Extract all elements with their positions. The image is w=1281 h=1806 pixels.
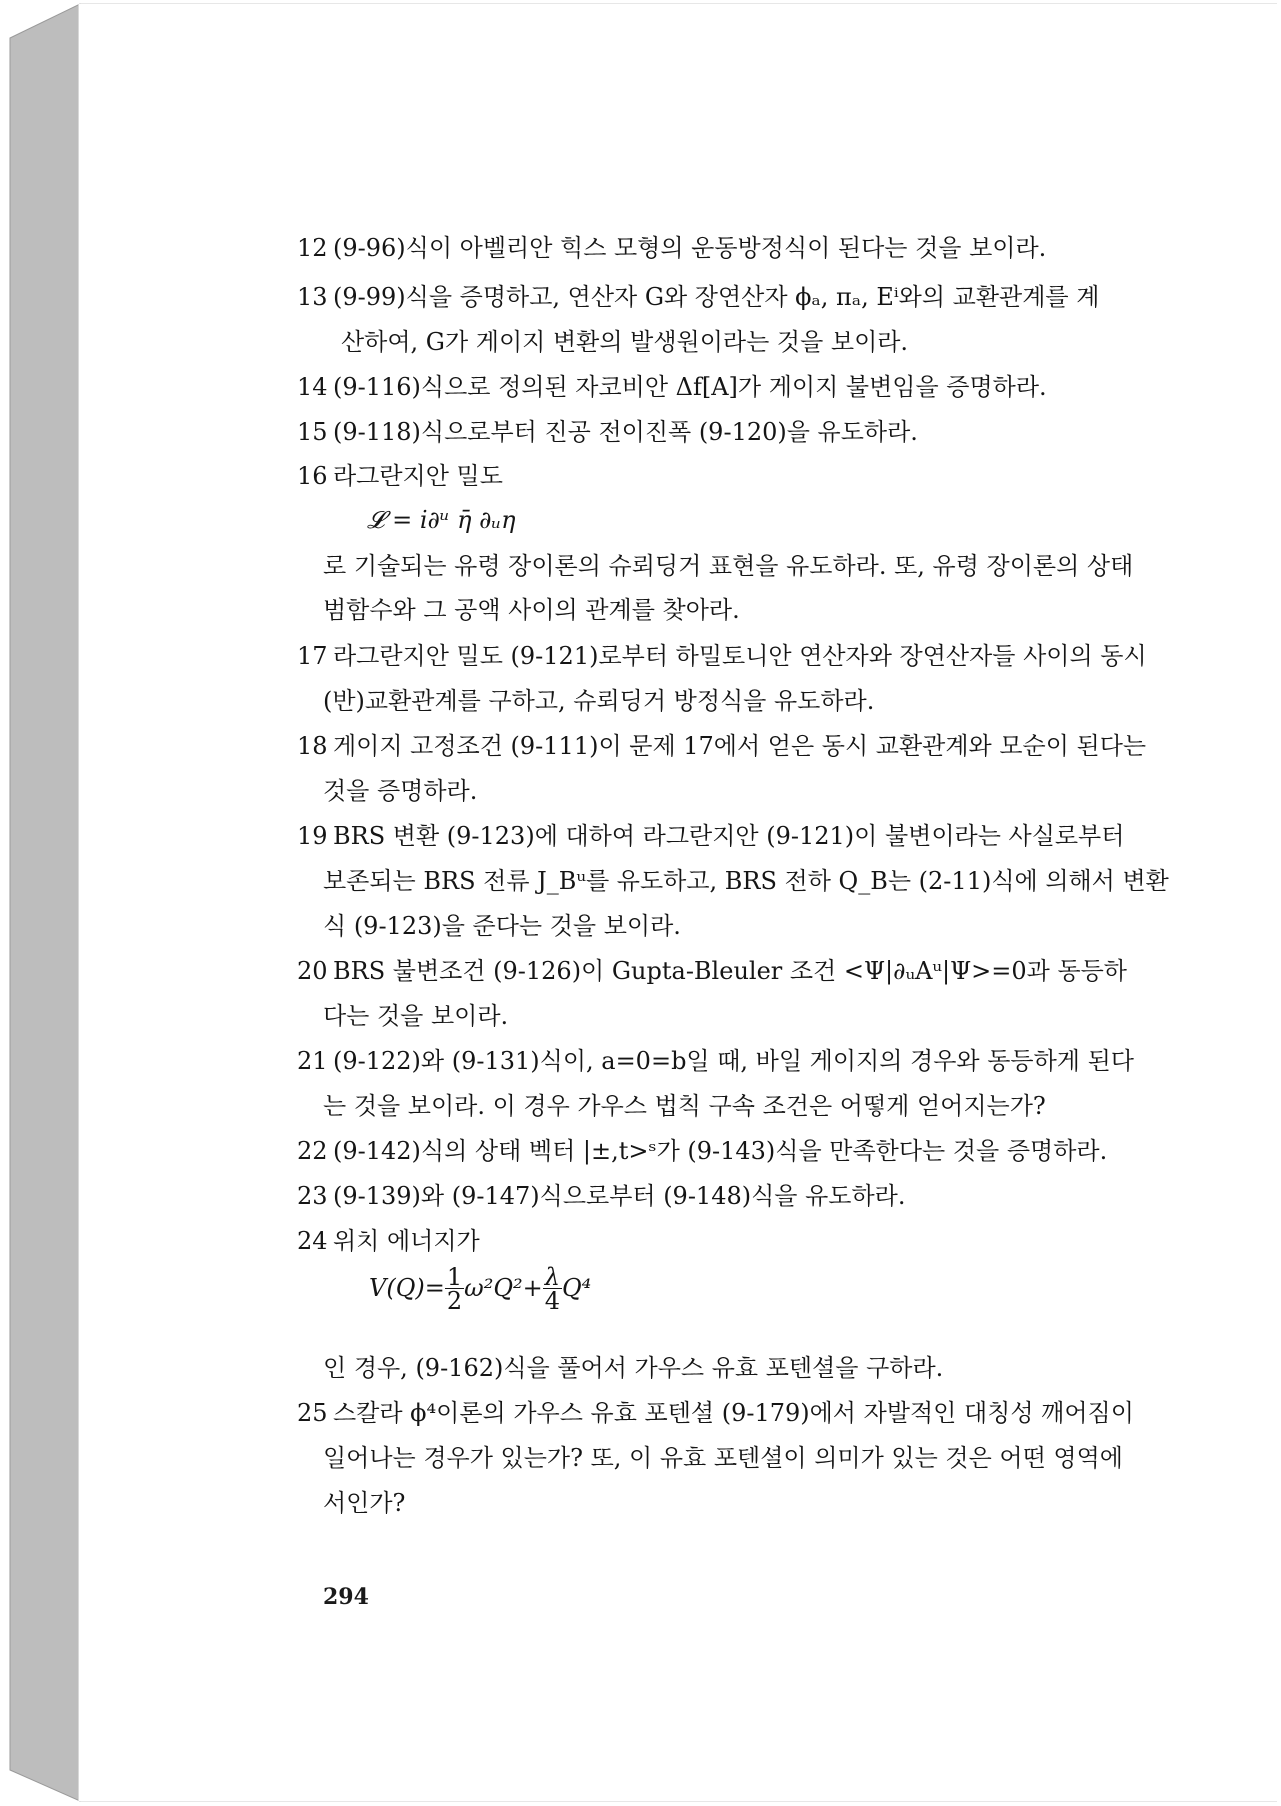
problem-text: (9-122)와 (9-131)식이, a=0=b일 때, 바일 게이지의 경우와 동등하게 된다: [333, 1047, 1134, 1075]
book-page: [78, 4, 1278, 1801]
problem-24: [297, 1229, 1227, 1253]
fraction-denominator: 4: [544, 1287, 560, 1315]
problem-text: (9-96)식이 아벨리안 힉스 모형의 운동방정식이 된다는 것을 보이라.: [333, 234, 1047, 262]
problem-number: 17: [297, 642, 328, 670]
problem-text: (9-116)식으로 정의된 자코비안 Δf[A]가 게이지 불변임을 증명하라.: [333, 373, 1047, 401]
problem-text: 위치 에너지가: [333, 1227, 480, 1255]
problem-text: (9-139)와 (9-147)식으로부터 (9-148)식을 유도하라.: [333, 1182, 906, 1210]
problem-number: 22: [297, 1137, 328, 1165]
problem-number: 14: [297, 373, 328, 401]
problem-15: [297, 420, 1227, 444]
problem-13-cont: 산하여, G가 게이지 변환의 발생원이라는 것을 보이라.: [341, 328, 909, 356]
problem-20: [297, 959, 1227, 983]
problem-number: 25: [297, 1399, 328, 1427]
fraction-half: [445, 1263, 464, 1315]
problem-text: 라그란지안 밀도: [333, 462, 503, 490]
problem-20-cont: 다는 것을 보이라.: [323, 1002, 509, 1030]
eq-end: Q⁴: [561, 1274, 592, 1302]
problem-22: [297, 1139, 1227, 1163]
problem-number: 19: [297, 822, 328, 850]
fraction-numerator: 1: [446, 1263, 463, 1291]
problem-16-cont-2: 범함수와 그 공액 사이의 관계를 찾아라.: [323, 596, 740, 624]
problem-text: (9-99)식을 증명하고, 연산자 G와 장연산자 ϕₐ, πₐ, Eⁱ와의 교환관계를 계: [333, 283, 1100, 311]
problem-text: (9-142)식의 상태 벡터 |±,t>ˢ가 (9-143)식을 만족한다는 것을 증명하라.: [333, 1137, 1108, 1165]
fraction-numerator: λ: [544, 1263, 560, 1291]
problem-text: BRS 불변조건 (9-126)이 Gupta-Bleuler 조건 <Ψ|∂ᵤAᵘ|Ψ>=0과 동등하: [333, 957, 1127, 985]
problem-25-cont-1: 일어나는 경우가 있는가? 또, 이 유효 포텐셜이 의미가 있는 것은 어떤 영역에: [323, 1444, 1123, 1472]
problem-number: 24: [297, 1227, 328, 1255]
fraction-lambda: [543, 1263, 562, 1315]
problem-23: [297, 1184, 1227, 1208]
problem-19: [297, 824, 1227, 848]
problem-number: 12: [297, 234, 328, 262]
problem-18: [297, 734, 1227, 758]
problem-16-cont-1: 로 기술되는 유령 장이론의 슈뢰딩거 표현을 유도하라. 또, 유령 장이론의 상태: [323, 552, 1134, 580]
problem-number: 23: [297, 1182, 328, 1210]
page-number: 294: [323, 1584, 369, 1610]
problem-25-cont-2: 서인가?: [323, 1489, 406, 1517]
eq-lhs: V(Q)=: [369, 1274, 445, 1302]
problem-text: 라그란지안 밀도 (9-121)로부터 하밀토니안 연산자와 장연산자들 사이의 동시: [333, 642, 1147, 670]
problem-21-cont: 는 것을 보이라. 이 경우 가우스 법칙 구속 조건은 어떻게 얻어지는가?: [323, 1092, 1046, 1120]
problem-text: 게이지 고정조건 (9-111)이 문제 17에서 얻은 동시 교환관계와 모순이 된다는: [333, 732, 1147, 760]
problem-number: 16: [297, 462, 328, 490]
problem-17-cont: (반)교환관계를 구하고, 슈뢰딩거 방정식을 유도하라.: [323, 687, 875, 715]
problem-text: 스칼라 ϕ⁴이론의 가우스 유효 포텐셜 (9-179)에서 자발적인 대칭성 깨어짐이: [333, 1399, 1134, 1427]
fraction-denominator: 2: [446, 1287, 463, 1315]
problem-number: 13: [297, 283, 328, 311]
eq-mid: ω²Q²+: [464, 1274, 543, 1302]
problem-13: [297, 285, 1227, 309]
problem-25: [297, 1401, 1227, 1425]
problem-21: [297, 1049, 1227, 1073]
problem-number: 20: [297, 957, 328, 985]
equation-potential: [369, 1263, 592, 1315]
problem-text: BRS 변환 (9-123)에 대하여 라그란지안 (9-121)이 불변이라는 사실로부터: [333, 822, 1125, 850]
page-content: [79, 4, 1278, 1801]
problem-17: [297, 644, 1227, 668]
problem-18-cont: 것을 증명하라.: [323, 777, 478, 805]
problem-number: 21: [297, 1047, 328, 1075]
problem-14: [297, 375, 1227, 399]
problem-number: 15: [297, 418, 328, 446]
problem-text: (9-118)식으로부터 진공 전이진폭 (9-120)을 유도하라.: [333, 418, 918, 446]
problem-number: 18: [297, 732, 328, 760]
problem-12: [297, 236, 1227, 260]
problem-19-cont-2: 식 (9-123)을 준다는 것을 보이라.: [323, 912, 681, 940]
problem-24-cont: 인 경우, (9-162)식을 풀어서 가우스 유효 포텐셜을 구하라.: [323, 1354, 944, 1382]
equation-lagrangian: 𝓛 = i∂ᵘ η̄ ∂ᵤη: [367, 506, 516, 534]
problem-16: [297, 464, 1227, 488]
problem-19-cont-1: 보존되는 BRS 전류 J_Bᵘ를 유도하고, BRS 전하 Q_B는 (2-11)식에 의해서 변환: [323, 867, 1169, 895]
